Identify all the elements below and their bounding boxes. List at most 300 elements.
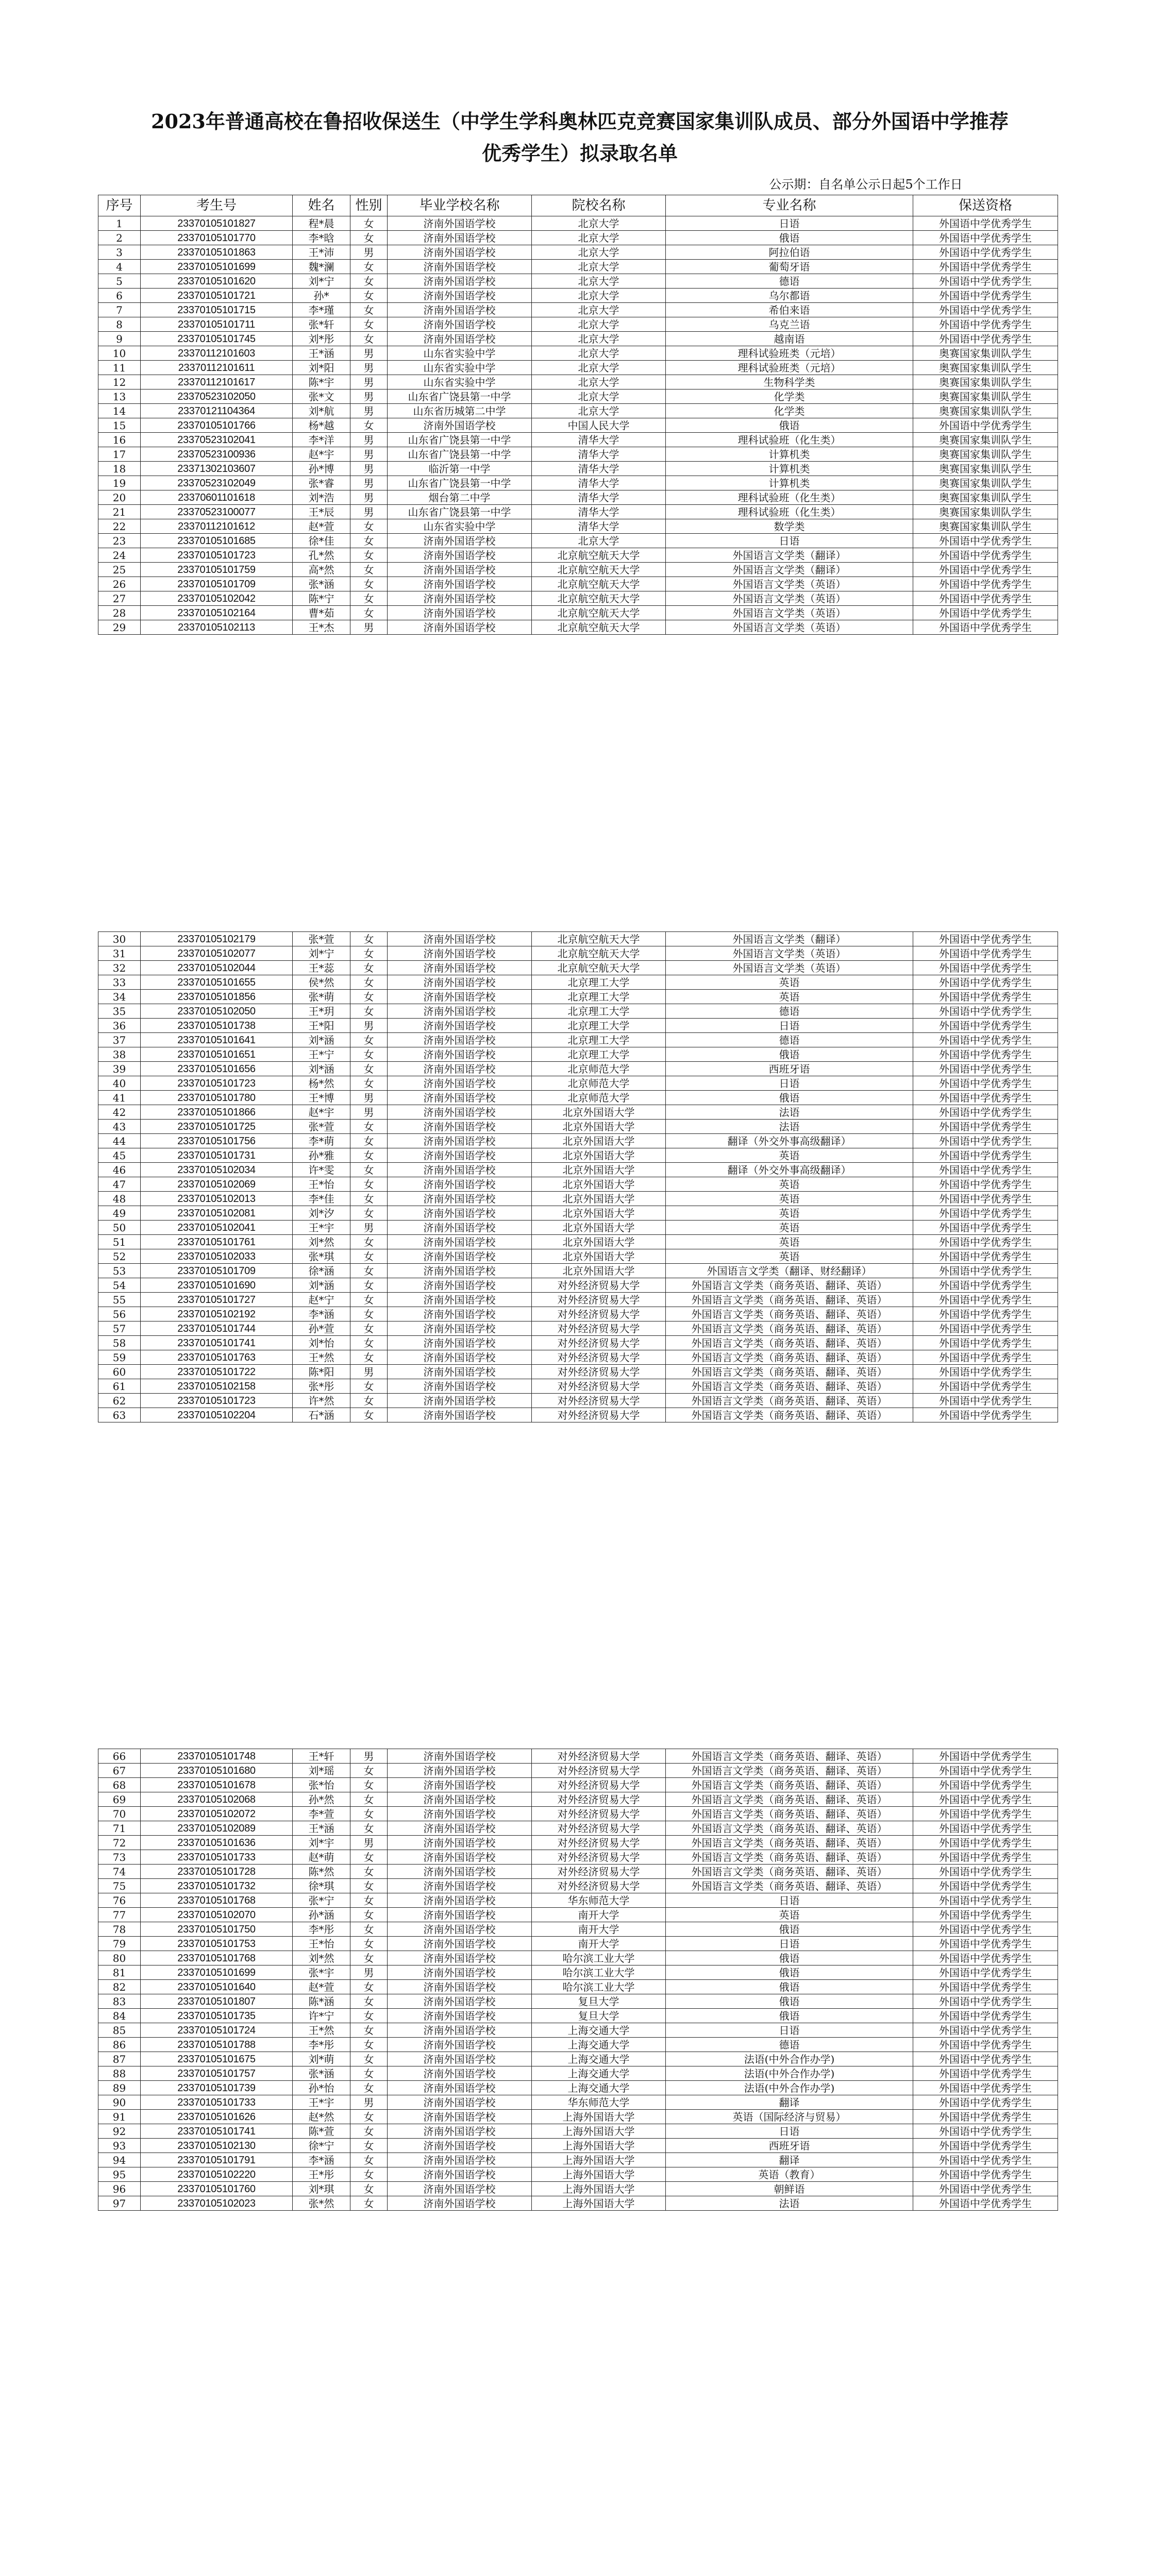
seq-cell: 57	[98, 1321, 141, 1336]
qualification-cell: 外国语中学优秀学生	[913, 1293, 1058, 1307]
name-cell: 刘*浩	[293, 490, 350, 505]
seq-cell: 2	[98, 231, 141, 245]
major-cell: 计算机类	[666, 462, 913, 476]
table-row	[98, 1850, 1058, 1865]
school-cell: 济南外国语学校	[388, 1394, 532, 1408]
table-row	[98, 375, 1058, 389]
table-row	[98, 490, 1058, 505]
qualification-cell: 外国语中学优秀学生	[913, 1807, 1058, 1821]
name-cell: 张*宁	[293, 1893, 350, 1908]
table-row	[98, 961, 1058, 975]
major-cell: 英语	[666, 1221, 913, 1235]
table-row	[98, 1879, 1058, 1893]
name-cell: 李*萱	[293, 1807, 350, 1821]
major-cell: 英语	[666, 1908, 913, 1922]
exam-no-cell: 23370105101724	[141, 2023, 293, 2038]
school-cell: 济南外国语学校	[388, 317, 532, 332]
qualification-cell: 外国语中学优秀学生	[913, 932, 1058, 946]
name-cell: 许*然	[293, 1394, 350, 1408]
qualification-cell: 外国语中学优秀学生	[913, 1206, 1058, 1221]
name-cell: 许*雯	[293, 1163, 350, 1177]
university-cell: 对外经济贸易大学	[532, 1350, 666, 1365]
gender-cell: 男	[350, 404, 388, 418]
name-cell: 赵*宇	[293, 447, 350, 462]
qualification-cell: 外国语中学优秀学生	[913, 1408, 1058, 1422]
seq-cell: 45	[98, 1148, 141, 1163]
gender-cell: 女	[350, 975, 388, 990]
seq-cell: 84	[98, 2009, 141, 2023]
table-row	[98, 1235, 1058, 1249]
table-row	[98, 1764, 1058, 1778]
gender-cell: 男	[350, 462, 388, 476]
university-cell: 复旦大学	[532, 1994, 666, 2009]
name-cell: 王*轩	[293, 1749, 350, 1764]
exam-no-cell: 23370105101770	[141, 231, 293, 245]
gender-cell: 女	[350, 1076, 388, 1091]
exam-no-cell: 23370105101863	[141, 245, 293, 260]
exam-no-cell: 23370105101756	[141, 1134, 293, 1148]
major-cell: 外国语言文学类（商务英语、翻译、英语）	[666, 1792, 913, 1807]
qualification-cell: 外国语中学优秀学生	[913, 1307, 1058, 1321]
seq-cell: 7	[98, 303, 141, 317]
school-cell: 济南外国语学校	[388, 1321, 532, 1336]
name-cell: 徐*涵	[293, 1264, 350, 1278]
exam-no-cell: 23370105102041	[141, 1221, 293, 1235]
seq-cell: 21	[98, 505, 141, 519]
seq-cell: 70	[98, 1807, 141, 1821]
qualification-cell: 外国语中学优秀学生	[913, 2124, 1058, 2139]
university-cell: 北京理工大学	[532, 1047, 666, 1062]
exam-no-cell: 23370105101723	[141, 1394, 293, 1408]
exam-no-cell: 23370105102068	[141, 1792, 293, 1807]
gender-cell: 女	[350, 1937, 388, 1951]
gender-cell: 女	[350, 1379, 388, 1394]
major-cell: 计算机类	[666, 447, 913, 462]
university-cell: 上海外国语大学	[532, 2182, 666, 2196]
university-cell: 北京理工大学	[532, 1033, 666, 1047]
qualification-cell: 奥赛国家集训队学生	[913, 433, 1058, 447]
qualification-cell: 外国语中学优秀学生	[913, 2095, 1058, 2110]
gender-cell: 女	[350, 534, 388, 548]
table-row	[98, 1379, 1058, 1394]
university-cell: 对外经济贸易大学	[532, 1778, 666, 1792]
table-row	[98, 1177, 1058, 1192]
major-cell: 乌克兰语	[666, 317, 913, 332]
major-cell: 法语	[666, 1105, 913, 1120]
exam-no-cell: 23370105101641	[141, 1033, 293, 1047]
table-row	[98, 946, 1058, 961]
school-cell: 济南外国语学校	[388, 1821, 532, 1836]
university-cell: 北京理工大学	[532, 1004, 666, 1019]
exam-no-cell: 23370105101728	[141, 1865, 293, 1879]
name-cell: 孙*然	[293, 1792, 350, 1807]
table-row	[98, 231, 1058, 245]
name-cell: 徐*琪	[293, 1879, 350, 1893]
major-cell: 外国语言文学类（英语）	[666, 961, 913, 975]
school-cell: 济南外国语学校	[388, 2023, 532, 2038]
major-cell: 英语	[666, 1177, 913, 1192]
table-row	[98, 303, 1058, 317]
university-cell: 北京大学	[532, 534, 666, 548]
qualification-cell: 外国语中学优秀学生	[913, 260, 1058, 274]
school-cell: 济南外国语学校	[388, 2182, 532, 2196]
university-cell: 清华大学	[532, 433, 666, 447]
qualification-cell: 外国语中学优秀学生	[913, 1278, 1058, 1293]
exam-no-cell: 23370105102089	[141, 1821, 293, 1836]
seq-cell: 52	[98, 1249, 141, 1264]
major-cell: 理科试验班类（元培）	[666, 346, 913, 361]
school-cell: 济南外国语学校	[388, 990, 532, 1004]
table-row	[98, 274, 1058, 289]
seq-cell: 63	[98, 1408, 141, 1422]
school-cell: 临沂第一中学	[388, 462, 532, 476]
name-cell: 李*瑾	[293, 303, 350, 317]
exam-no-cell: 23370105102192	[141, 1307, 293, 1321]
major-cell: 日语	[666, 2023, 913, 2038]
qualification-cell: 外国语中学优秀学生	[913, 317, 1058, 332]
table-row	[98, 433, 1058, 447]
name-cell: 孙*雅	[293, 1148, 350, 1163]
name-cell: 王*博	[293, 1091, 350, 1105]
school-cell: 济南外国语学校	[388, 1836, 532, 1850]
school-cell: 济南外国语学校	[388, 1792, 532, 1807]
qualification-cell: 外国语中学优秀学生	[913, 332, 1058, 346]
major-cell: 日语	[666, 1019, 913, 1033]
name-cell: 张*萌	[293, 990, 350, 1004]
seq-cell: 83	[98, 1994, 141, 2009]
exam-no-cell: 23370105102164	[141, 606, 293, 620]
gender-cell: 女	[350, 2038, 388, 2052]
seq-cell: 82	[98, 1980, 141, 1994]
name-cell: 李*萌	[293, 1134, 350, 1148]
admission-table-page-2	[98, 931, 1058, 1422]
university-cell: 北京航空航天大学	[532, 606, 666, 620]
major-cell: 法语	[666, 1120, 913, 1134]
name-cell: 王*玥	[293, 1004, 350, 1019]
table-row	[98, 1091, 1058, 1105]
gender-cell: 女	[350, 1807, 388, 1821]
school-cell: 济南外国语学校	[388, 606, 532, 620]
table-row	[98, 1249, 1058, 1264]
gender-cell: 女	[350, 990, 388, 1004]
school-cell: 济南外国语学校	[388, 1019, 532, 1033]
gender-cell: 女	[350, 317, 388, 332]
seq-cell: 74	[98, 1865, 141, 1879]
seq-cell: 97	[98, 2196, 141, 2211]
school-cell: 济南外国语学校	[388, 1994, 532, 2009]
seq-cell: 95	[98, 2167, 141, 2182]
qualification-cell: 外国语中学优秀学生	[913, 1922, 1058, 1937]
seq-cell: 46	[98, 1163, 141, 1177]
exam-no-cell: 23370105102023	[141, 2196, 293, 2211]
school-cell: 济南外国语学校	[388, 1307, 532, 1321]
table-row	[98, 216, 1058, 231]
exam-no-cell: 23370105101761	[141, 1235, 293, 1249]
gender-cell: 女	[350, 1980, 388, 1994]
major-cell: 外国语言文学类（商务英语、翻译、英语）	[666, 1278, 913, 1293]
school-cell: 济南外国语学校	[388, 2038, 532, 2052]
exam-no-cell: 23370105101723	[141, 548, 293, 563]
gender-cell: 女	[350, 1778, 388, 1792]
major-cell: 德语	[666, 2038, 913, 2052]
major-cell: 翻译	[666, 2095, 913, 2110]
seq-cell: 25	[98, 563, 141, 577]
seq-cell: 75	[98, 1879, 141, 1893]
school-cell: 济南外国语学校	[388, 1148, 532, 1163]
gender-cell: 男	[350, 620, 388, 635]
seq-cell: 91	[98, 2110, 141, 2124]
qualification-cell: 外国语中学优秀学生	[913, 548, 1058, 563]
name-cell: 王*怡	[293, 1937, 350, 1951]
major-cell: 理科试验班（化生类）	[666, 433, 913, 447]
major-cell: 葡萄牙语	[666, 260, 913, 274]
seq-cell: 8	[98, 317, 141, 332]
qualification-cell: 外国语中学优秀学生	[913, 1264, 1058, 1278]
table-row	[98, 404, 1058, 418]
exam-no-cell: 23370105101690	[141, 1278, 293, 1293]
qualification-cell: 奥赛国家集训队学生	[913, 346, 1058, 361]
major-cell: 乌尔都语	[666, 289, 913, 303]
seq-cell: 54	[98, 1278, 141, 1293]
major-cell: 德语	[666, 1033, 913, 1047]
gender-cell: 男	[350, 2095, 388, 2110]
major-cell: 英语（教育）	[666, 2167, 913, 2182]
qualification-cell: 外国语中学优秀学生	[913, 1836, 1058, 1850]
qualification-cell: 外国语中学优秀学生	[913, 2167, 1058, 2182]
gender-cell: 女	[350, 1062, 388, 1076]
gender-cell: 女	[350, 1120, 388, 1134]
major-cell: 化学类	[666, 404, 913, 418]
seq-cell: 12	[98, 375, 141, 389]
university-cell: 复旦大学	[532, 2009, 666, 2023]
name-cell: 刘*阳	[293, 361, 350, 375]
qualification-cell: 外国语中学优秀学生	[913, 1235, 1058, 1249]
major-cell: 外国语言文学类（商务英语、翻译、英语）	[666, 1350, 913, 1365]
table-row	[98, 1134, 1058, 1148]
school-cell: 济南外国语学校	[388, 274, 532, 289]
gender-cell: 男	[350, 476, 388, 490]
table-row	[98, 1821, 1058, 1836]
gender-cell: 女	[350, 1235, 388, 1249]
school-cell: 济南外国语学校	[388, 1749, 532, 1764]
university-cell: 北京大学	[532, 289, 666, 303]
seq-cell: 26	[98, 577, 141, 591]
school-cell: 济南外国语学校	[388, 1221, 532, 1235]
major-cell: 外国语言文学类（翻译）	[666, 548, 913, 563]
name-cell: 刘*涵	[293, 1033, 350, 1047]
gender-cell: 女	[350, 231, 388, 245]
name-cell: 王*宇	[293, 2095, 350, 2110]
major-cell: 日语	[666, 2124, 913, 2139]
major-cell: 法语(中外合作办学)	[666, 2052, 913, 2066]
qualification-cell: 外国语中学优秀学生	[913, 1937, 1058, 1951]
school-cell: 济南外国语学校	[388, 1778, 532, 1792]
university-cell: 北京大学	[532, 361, 666, 375]
table-row	[98, 1148, 1058, 1163]
university-cell: 北京航空航天大学	[532, 932, 666, 946]
seq-cell: 89	[98, 2081, 141, 2095]
university-cell: 北京航空航天大学	[532, 591, 666, 606]
seq-cell: 86	[98, 2038, 141, 2052]
gender-cell: 女	[350, 1264, 388, 1278]
table-row	[98, 418, 1058, 433]
qualification-cell: 外国语中学优秀学生	[913, 975, 1058, 990]
major-cell: 俄语	[666, 2009, 913, 2023]
gender-cell: 女	[350, 2153, 388, 2167]
university-cell: 北京理工大学	[532, 1019, 666, 1033]
school-cell: 济南外国语学校	[388, 1033, 532, 1047]
university-cell: 北京大学	[532, 245, 666, 260]
university-cell: 对外经济贸易大学	[532, 1293, 666, 1307]
qualification-cell: 奥赛国家集训队学生	[913, 490, 1058, 505]
gender-cell: 女	[350, 1033, 388, 1047]
seq-cell: 28	[98, 606, 141, 620]
gender-cell: 女	[350, 1192, 388, 1206]
university-cell: 北京外国语大学	[532, 1221, 666, 1235]
qualification-cell: 外国语中学优秀学生	[913, 1249, 1058, 1264]
admission-table-page-3	[98, 1749, 1058, 2211]
exam-no-cell: 23370105102069	[141, 1177, 293, 1192]
university-cell: 北京大学	[532, 231, 666, 245]
table-row	[98, 2023, 1058, 2038]
seq-cell: 1	[98, 216, 141, 231]
table-row	[98, 1062, 1058, 1076]
table-row	[98, 1792, 1058, 1807]
exam-no-cell: 23370105101685	[141, 534, 293, 548]
exam-no-cell: 23370105102113	[141, 620, 293, 635]
column-header: 考生号	[141, 195, 293, 216]
major-cell: 生物科学类	[666, 375, 913, 389]
major-cell: 德语	[666, 1004, 913, 1019]
school-cell: 济南外国语学校	[388, 946, 532, 961]
qualification-cell: 外国语中学优秀学生	[913, 591, 1058, 606]
major-cell: 外国语言文学类（商务英语、翻译、英语）	[666, 1307, 913, 1321]
name-cell: 许*宁	[293, 2009, 350, 2023]
table-row	[98, 1120, 1058, 1134]
exam-no-cell: 23370105101731	[141, 1148, 293, 1163]
school-cell: 济南外国语学校	[388, 1807, 532, 1821]
gender-cell: 女	[350, 2052, 388, 2066]
qualification-cell: 外国语中学优秀学生	[913, 1994, 1058, 2009]
exam-no-cell: 23370105101655	[141, 975, 293, 990]
admission-table-page-1	[98, 195, 1058, 635]
name-cell: 孙*	[293, 289, 350, 303]
major-cell: 英语	[666, 1249, 913, 1264]
major-cell: 法语(中外合作办学)	[666, 2081, 913, 2095]
school-cell: 济南外国语学校	[388, 577, 532, 591]
major-cell: 数学类	[666, 519, 913, 534]
exam-no-cell: 23370105101721	[141, 289, 293, 303]
exam-no-cell: 23370105101741	[141, 2124, 293, 2139]
name-cell: 李*佳	[293, 1192, 350, 1206]
name-cell: 刘*琪	[293, 2182, 350, 2196]
exam-no-cell: 23370105101788	[141, 2038, 293, 2052]
university-cell: 清华大学	[532, 476, 666, 490]
seq-cell: 73	[98, 1850, 141, 1865]
school-cell: 济南外国语学校	[388, 548, 532, 563]
qualification-cell: 奥赛国家集训队学生	[913, 447, 1058, 462]
qualification-cell: 外国语中学优秀学生	[913, 1192, 1058, 1206]
major-cell: 英语	[666, 1148, 913, 1163]
table-row	[98, 245, 1058, 260]
exam-no-cell: 23370105101626	[141, 2110, 293, 2124]
table-row	[98, 1278, 1058, 1293]
name-cell: 刘*然	[293, 1235, 350, 1249]
exam-no-cell: 23370105101675	[141, 2052, 293, 2066]
table-row	[98, 1163, 1058, 1177]
university-cell: 对外经济贸易大学	[532, 1307, 666, 1321]
table-row	[98, 1937, 1058, 1951]
major-cell: 外国语言文学类（翻译、财经翻译）	[666, 1264, 913, 1278]
gender-cell: 女	[350, 1148, 388, 1163]
major-cell: 日语	[666, 1076, 913, 1091]
name-cell: 王*阳	[293, 1019, 350, 1033]
major-cell: 法语(中外合作办学)	[666, 2066, 913, 2081]
document-title	[57, 106, 1103, 170]
name-cell: 徐*宁	[293, 2139, 350, 2153]
name-cell: 陈*阳	[293, 1365, 350, 1379]
major-cell: 俄语	[666, 1047, 913, 1062]
major-cell: 日语	[666, 1893, 913, 1908]
major-cell: 日语	[666, 216, 913, 231]
university-cell: 上海交通大学	[532, 2081, 666, 2095]
school-cell: 济南外国语学校	[388, 260, 532, 274]
qualification-cell: 外国语中学优秀学生	[913, 2009, 1058, 2023]
table-row	[98, 1192, 1058, 1206]
seq-cell: 33	[98, 975, 141, 990]
name-cell: 赵*萱	[293, 519, 350, 534]
school-cell: 济南外国语学校	[388, 418, 532, 433]
gender-cell: 女	[350, 1293, 388, 1307]
name-cell: 李*涵	[293, 2153, 350, 2167]
school-cell: 济南外国语学校	[388, 1235, 532, 1249]
gender-cell: 男	[350, 1836, 388, 1850]
school-cell: 济南外国语学校	[388, 1004, 532, 1019]
exam-no-cell: 23370105102204	[141, 1408, 293, 1422]
seq-cell: 78	[98, 1922, 141, 1937]
exam-no-cell: 23370105101780	[141, 1091, 293, 1105]
qualification-cell: 外国语中学优秀学生	[913, 418, 1058, 433]
name-cell: 杨*然	[293, 1076, 350, 1091]
name-cell: 刘*彤	[293, 332, 350, 346]
university-cell: 哈尔滨工业大学	[532, 1965, 666, 1980]
table-row	[98, 577, 1058, 591]
qualification-cell: 外国语中学优秀学生	[913, 1365, 1058, 1379]
table-row	[98, 1047, 1058, 1062]
name-cell: 徐*佳	[293, 534, 350, 548]
name-cell: 孙*怡	[293, 2081, 350, 2095]
gender-cell: 女	[350, 548, 388, 563]
table-row	[98, 548, 1058, 563]
seq-cell: 76	[98, 1893, 141, 1908]
major-cell: 翻译（外交外事高级翻译）	[666, 1134, 913, 1148]
university-cell: 上海交通大学	[532, 2052, 666, 2066]
school-cell: 山东省实验中学	[388, 361, 532, 375]
seq-cell: 36	[98, 1019, 141, 1033]
qualification-cell: 外国语中学优秀学生	[913, 2038, 1058, 2052]
exam-no-cell: 23370105101640	[141, 1980, 293, 1994]
school-cell: 济南外国语学校	[388, 1379, 532, 1394]
title-line-1: 2023年普通高校在鲁招收保送生（中学生学科奥林匹克竞赛国家集训队成员、部分外国语中学推荐	[151, 110, 1009, 133]
qualification-cell: 奥赛国家集训队学生	[913, 389, 1058, 404]
school-cell: 山东省实验中学	[388, 375, 532, 389]
name-cell: 张*宇	[293, 1965, 350, 1980]
university-cell: 北京航空航天大学	[532, 620, 666, 635]
school-cell: 济南外国语学校	[388, 620, 532, 635]
gender-cell: 男	[350, 245, 388, 260]
university-cell: 对外经济贸易大学	[532, 1807, 666, 1821]
gender-cell: 男	[350, 361, 388, 375]
